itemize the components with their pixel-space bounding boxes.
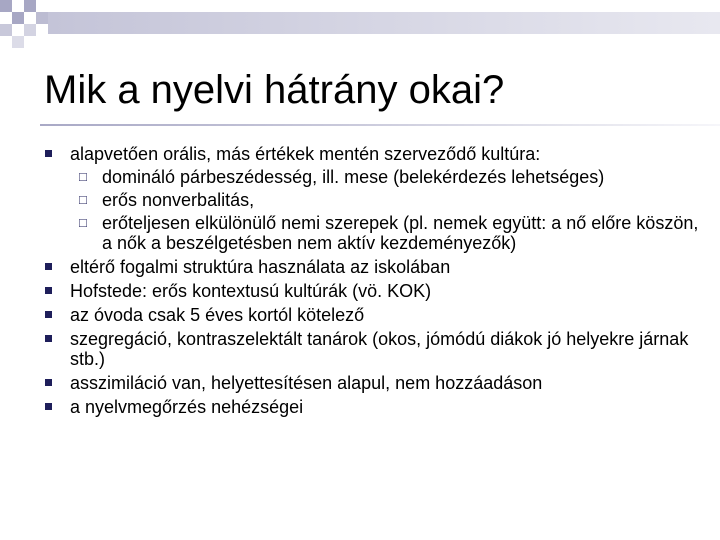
square-bullet-icon: [45, 311, 52, 318]
bullet-text: szegregáció, kontraszelektált tanárok (okos, jómódú diákok jó helyekre járnak stb.): [70, 329, 689, 369]
hollow-square-bullet-icon: □: [79, 215, 87, 230]
sub-bullet-text: erős nonverbalitás,: [102, 190, 255, 210]
bullet-text: asszimiláció van, helyettesítésen alapul, nem hozzáadáson: [70, 373, 543, 393]
deco-square: [24, 24, 36, 36]
deco-square: [12, 12, 24, 24]
bullet-item: [44, 373, 704, 393]
bullet-item: [44, 397, 704, 417]
bullet-text: alapvetően orális, más értékek mentén szerveződő kultúra:: [70, 144, 541, 164]
square-bullet-icon: [45, 150, 52, 157]
header-bar: [48, 12, 720, 34]
hollow-square-bullet-icon: □: [79, 169, 87, 184]
sub-bullet-item: [70, 167, 704, 187]
bullet-item: [44, 281, 704, 301]
slide-title: Mik a nyelvi hátrány okai?: [44, 68, 505, 112]
bullet-text: az óvoda csak 5 éves kortól kötelező: [70, 305, 365, 325]
bullet-text: eltérő fogalmi struktúra használata az iskolában: [70, 257, 451, 277]
sub-bullet-item: [70, 190, 704, 210]
bullet-text: Hofstede: erős kontextusú kultúrák (vö. KOK): [70, 281, 432, 301]
bullet-item: [44, 257, 704, 277]
square-bullet-icon: [45, 335, 52, 342]
sub-bullet-text: domináló párbeszédesség, ill. mese (belekérdezés lehetséges): [102, 167, 605, 187]
bullet-item: [44, 144, 704, 253]
hollow-square-bullet-icon: □: [79, 192, 87, 207]
title-underline: [40, 124, 720, 126]
deco-square: [12, 36, 24, 48]
deco-square: [0, 0, 12, 12]
sub-bullet-text: erőteljesen elkülönülő nemi szerepek (pl. nemek együtt: a nő előre köszön, a nők a beszélgetésben nem aktív kezdeményezők): [102, 213, 699, 253]
sub-bullet-item: [70, 213, 704, 253]
header-decoration: [0, 0, 720, 50]
bullet-list: [44, 144, 704, 421]
square-bullet-icon: [45, 379, 52, 386]
bullet-text: a nyelvmegőrzés nehézségei: [70, 397, 304, 417]
bullet-item: [44, 305, 704, 325]
deco-square: [0, 24, 12, 36]
square-bullet-icon: [45, 287, 52, 294]
bullet-item: [44, 329, 704, 369]
sub-bullet-list: [70, 167, 704, 253]
deco-square: [36, 12, 48, 24]
square-bullet-icon: [45, 403, 52, 410]
square-bullet-icon: [45, 263, 52, 270]
deco-square: [24, 0, 36, 12]
